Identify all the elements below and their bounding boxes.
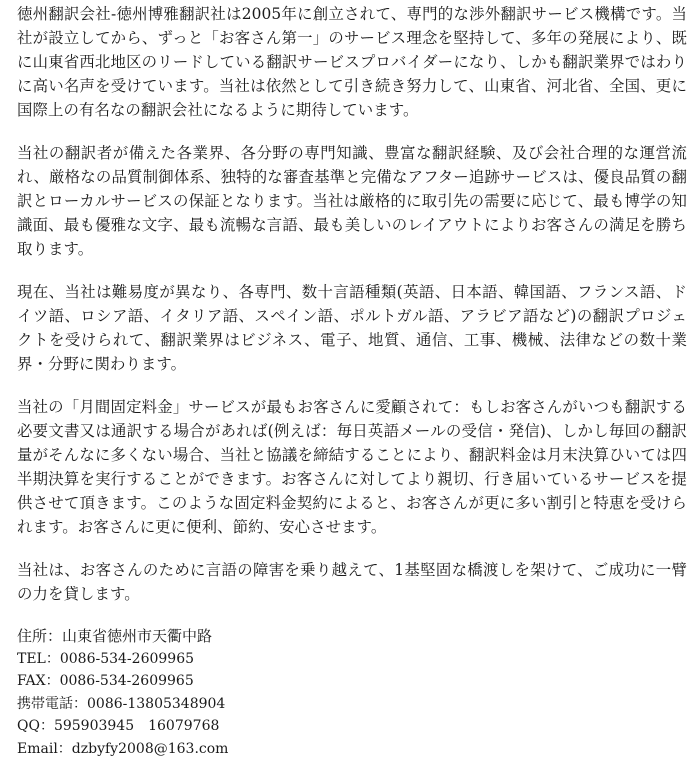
paragraph-quality-assurance: 当社の翻訳者が備えた各業界、各分野の専門知識、豊富な翻訳経験、及び会社合理的な運営流れ、厳格なの品質制御体系、独特的な審査基準と完備なアフター追跡サービスは、優良品質の翻訳とローカルサービスの保証となります。当社は厳格的に取引先の需要に応じて、最も博学の知識面、最も優雅な文字、最も流暢な言語、最も美しいのレイアウトによりお客さんの満足を勝ち取ります。 bbox=[17, 141, 687, 261]
contact-info bbox=[17, 625, 687, 760]
contact-fax: FAX：0086-534-2609965 bbox=[17, 670, 687, 693]
contact-qq: QQ：595903945 16079768 bbox=[17, 715, 687, 738]
contact-tel: TEL：0086-534-2609965 bbox=[17, 648, 687, 671]
paragraph-company-intro: 徳州翻訳会社-徳州博雅翻訳社は2005年に創立されて、専門的な渉外翻訳サービス機構です。当社が設立してから、ずっと「お客さん第一」のサービス理念を堅持して、多年の発展により、既に山東省西北地区のリードしている翻訳サービスプロバイダーになり、しかも翻訳業界ではわりに高い名声を受けています。当社は依然として引き続き努力して、山東省、河北省、全国、更に国際上の有名なの翻訳会社になるように期待しています。 bbox=[17, 2, 687, 122]
contact-email[interactable]: Email：dzbyfy2008@163.com bbox=[17, 738, 687, 760]
contact-address: 住所：山東省徳州市天衢中路 bbox=[17, 625, 687, 648]
contact-mobile: 携帯電話：0086-13805348904 bbox=[17, 693, 687, 716]
paragraph-monthly-fee-service: 当社の「月間固定料金」サービスが最もお客さんに愛顧されて：もしお客さんがいつも翻訳する必要文書又は通訳する場合があれば(例えば：毎日英語メールの受信・発信)、しかし毎回の翻訳量がそんなに多くない場合、当社と協議を締結することにより、翻訳料金は月末決算ひいては四半期決算を実行することができます。お客さんに対してより親切、行き届いているサービスを提供させて頂きます。このような固定料金契約によると、お客さんが更に多い割引と特恵を受けられます。お客さんに更に便利、節約、安心させます。 bbox=[17, 395, 687, 539]
paragraph-languages-fields: 現在、当社は難易度が異なり、各専門、数十言語種類(英語、日本語、韓国語、フランス語、ドイツ語、ロシア語、イタリア語、スペイン語、ポルトガル語、アラビア語など)の翻訳プロジェクトを受けられて、翻訳業界はビジネス、電子、地質、通信、工事、機械、法律などの数十業界・分野に関わります。 bbox=[17, 280, 687, 376]
document-body bbox=[17, 2, 687, 760]
paragraph-closing: 当社は、お客さんのために言語の障害を乗り越えて、1基堅固な橋渡しを架けて、ご成功に一臂の力を貸します。 bbox=[17, 558, 687, 606]
